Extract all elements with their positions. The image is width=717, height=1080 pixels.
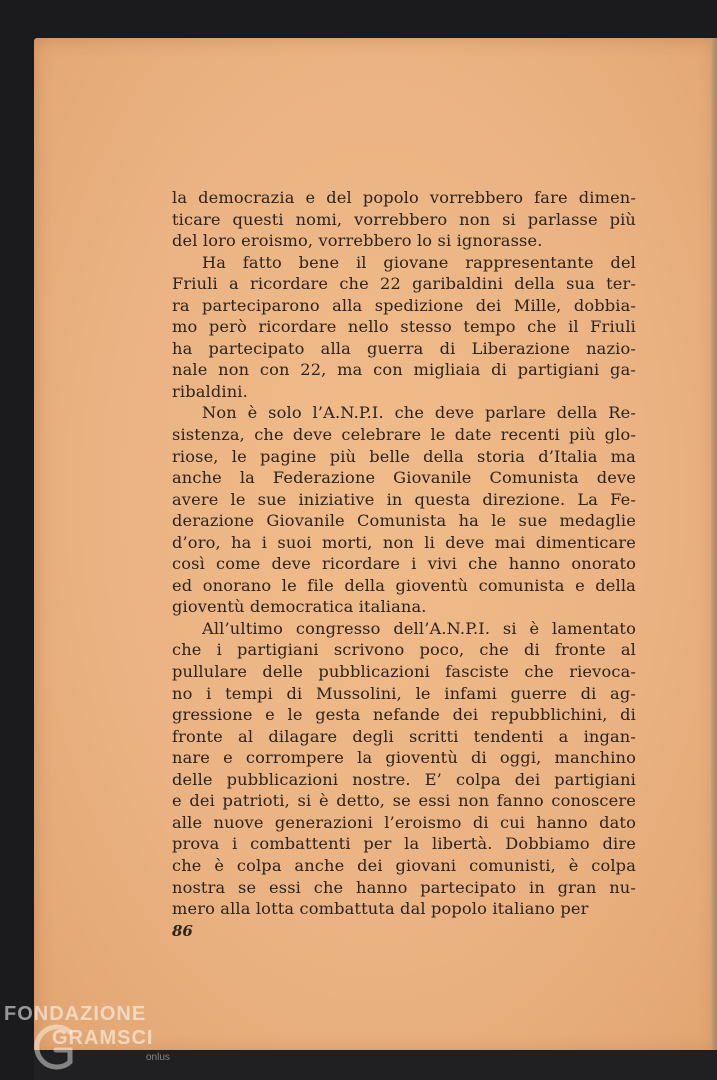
- text-line: anche la Federazione Giovanile Comunista deve: [172, 468, 636, 488]
- text-line: nostra se essi che hanno partecipato in gran nu-: [172, 877, 636, 897]
- text-line: che i partigiani scrivono poco, che di fronte al: [172, 640, 636, 660]
- text-line: fronte al dilagare degli scritti tendenti a ingan-: [172, 726, 636, 746]
- text-line: ed onorano le file della gioventù comunista e della: [172, 575, 636, 595]
- text-line: nale non con 22, ma con migliaia di partigiani ga-: [172, 360, 636, 380]
- text-line: prova i combattenti per la libertà. Dobbiamo dire: [172, 834, 636, 854]
- text-line: no i tempi di Mussolini, le infami guerre di ag-: [172, 683, 636, 703]
- text-line: gioventù democratica italiana.: [172, 597, 427, 617]
- text-line: delle pubblicazioni nostre. E’ colpa dei partigiani: [172, 769, 636, 789]
- text-line: sistenza, che deve celebrare le date recenti più glo-: [172, 425, 636, 445]
- text-line: mo però ricordare nello stesso tempo che il Friuli: [172, 317, 636, 337]
- text-line: la democrazia e del popolo vorrebbero fare dimen-: [172, 188, 636, 207]
- text-line: riose, le pagine più belle della storia d’Italia ma: [172, 446, 636, 466]
- text-line: alle nuove generazioni l’eroismo di cui hanno dato: [172, 812, 636, 832]
- text-line: pullulare delle pubblicazioni fasciste che rievoca-: [172, 662, 636, 682]
- page-edge: [711, 38, 717, 1054]
- watermark-suffix: onlus: [146, 1052, 170, 1063]
- text-line: e dei patrioti, si è detto, se essi non fanno conoscere: [172, 791, 636, 811]
- text-line: Friuli a ricordare che 22 garibaldini della sua ter-: [172, 274, 636, 294]
- text-line: d’oro, ha i suoi morti, non li deve mai dimenticare: [172, 532, 636, 552]
- text-line: così come deve ricordare i vivi che hanno onorato: [172, 554, 636, 574]
- text-line: All’ultimo congresso dell’A.N.P.I. si è lamentato: [202, 618, 636, 638]
- text-line: mero alla lotta combattuta dal popolo italiano per: [172, 899, 589, 919]
- text-line: ra parteciparono alla spedizione dei Mille, dobbia-: [172, 295, 636, 315]
- text-line: del loro eroismo, vorrebbero lo si ignorasse.: [172, 231, 543, 251]
- text-line: ticare questi nomi, vorrebbero non si parlasse più: [172, 209, 636, 229]
- text-line: nare e corrompere la gioventù di oggi, manchino: [172, 748, 636, 768]
- text-line: Ha fatto bene il giovane rappresentante del: [202, 252, 636, 272]
- fondazione-gramsci-watermark: [4, 1000, 204, 1078]
- watermark-line-1: FONDAZIONE: [4, 1003, 147, 1025]
- text-line: gressione e le gesta nefande dei repubblichini, di: [172, 705, 636, 725]
- text-line: che è colpa anche dei giovani comunisti, è colpa: [172, 855, 636, 875]
- text-line: ha partecipato alla guerra di Liberazione nazio-: [172, 338, 636, 358]
- watermark-line-2: GRAMSCI: [52, 1027, 154, 1049]
- text-line: derazione Giovanile Comunista ha le sue medaglie: [172, 511, 636, 531]
- page-number: 86: [172, 922, 193, 940]
- body-text: [172, 187, 636, 920]
- text-line: Non è solo l’A.N.P.I. che deve parlare della Re-: [202, 403, 636, 423]
- text-line: ribaldini.: [172, 381, 248, 401]
- text-line: avere le sue iniziative in questa direzione. La Fe-: [172, 489, 636, 509]
